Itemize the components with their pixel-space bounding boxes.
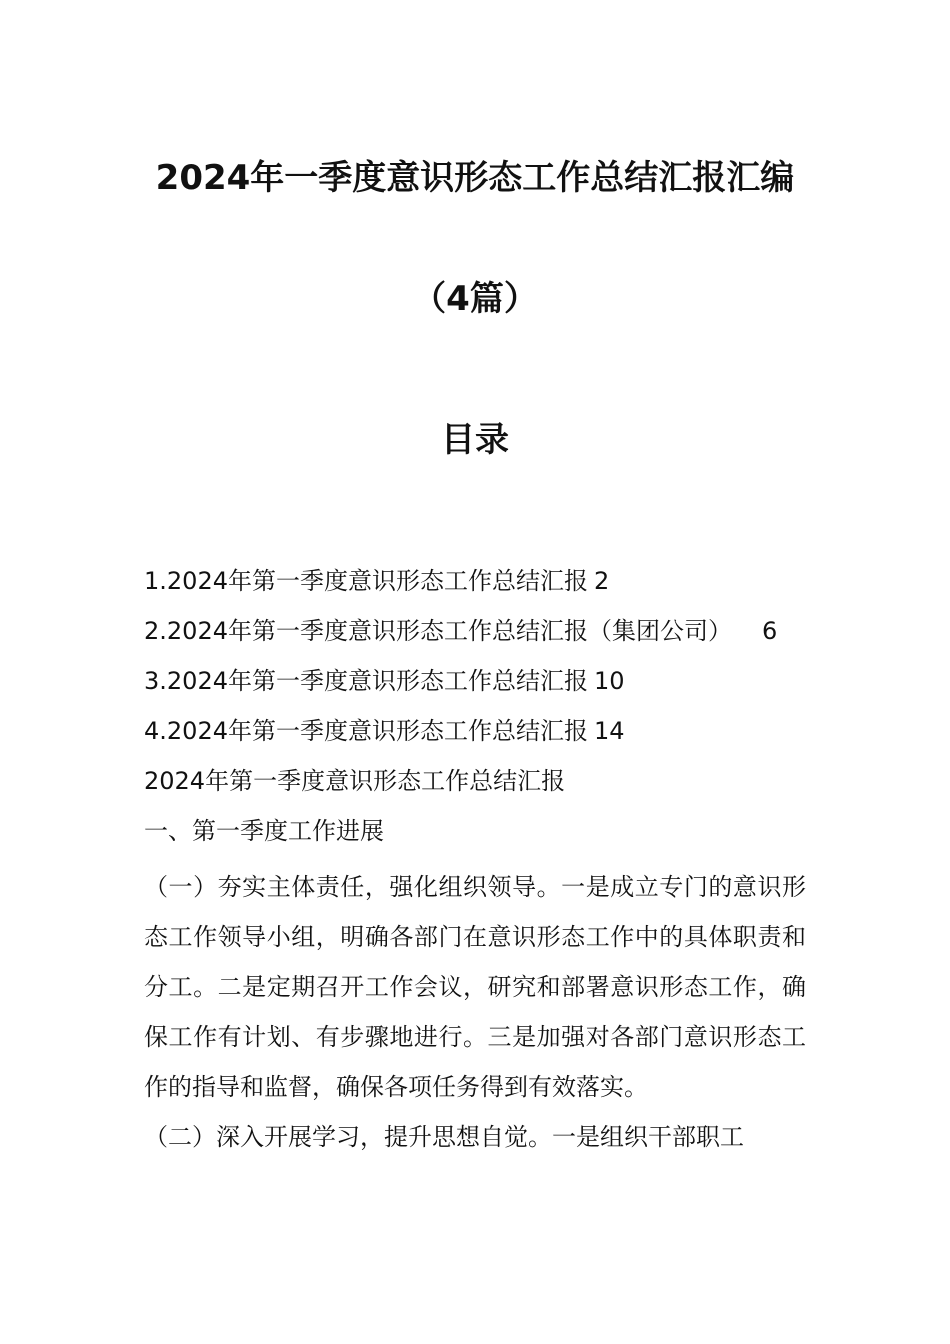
table-of-contents	[144, 562, 824, 762]
document-title: 2024年一季度意识形态工作总结汇报汇编	[155, 158, 795, 198]
toc-entry[interactable]	[144, 712, 824, 762]
document-body	[144, 762, 814, 1162]
section-heading: 一、第一季度工作进展	[144, 817, 384, 845]
toc-entry-label: 4.2024年第一季度意识形态工作总结汇报	[144, 717, 588, 745]
body-paragraph: （一）夯实主体责任，强化组织领导。一是成立专门的意识形态工作领导小组，明确各部门在意识形态工作中的具体职责和分工。二是定期召开工作会议，研究和部署意识形态工作，确保工作有计划、有步骤地进行。三是加强对各部门意识形态工作的指导和监督，确保各项任务得到有效落实。	[144, 873, 806, 1101]
document-subtitle: （4篇）	[412, 279, 538, 319]
section-title: 2024年第一季度意识形态工作总结汇报	[144, 767, 566, 795]
toc-entry-label: 2.2024年第一季度意识形态工作总结汇报（集团公司）	[144, 617, 732, 645]
toc-entry-page: 6	[761, 617, 778, 645]
toc-entry[interactable]	[144, 662, 824, 712]
toc-entry-page: 14	[593, 717, 625, 745]
toc-entry-label: 1.2024年第一季度意识形态工作总结汇报	[144, 567, 588, 595]
toc-entry-page: 2	[593, 567, 610, 595]
toc-entry[interactable]	[144, 612, 824, 662]
toc-heading: 目录	[441, 420, 509, 460]
body-paragraph: （二）深入开展学习，提升思想自觉。一是组织干部职工	[144, 1123, 744, 1151]
toc-entry-page: 10	[593, 667, 625, 695]
toc-entry[interactable]	[144, 562, 824, 612]
toc-entry-label: 3.2024年第一季度意识形态工作总结汇报	[144, 667, 588, 695]
